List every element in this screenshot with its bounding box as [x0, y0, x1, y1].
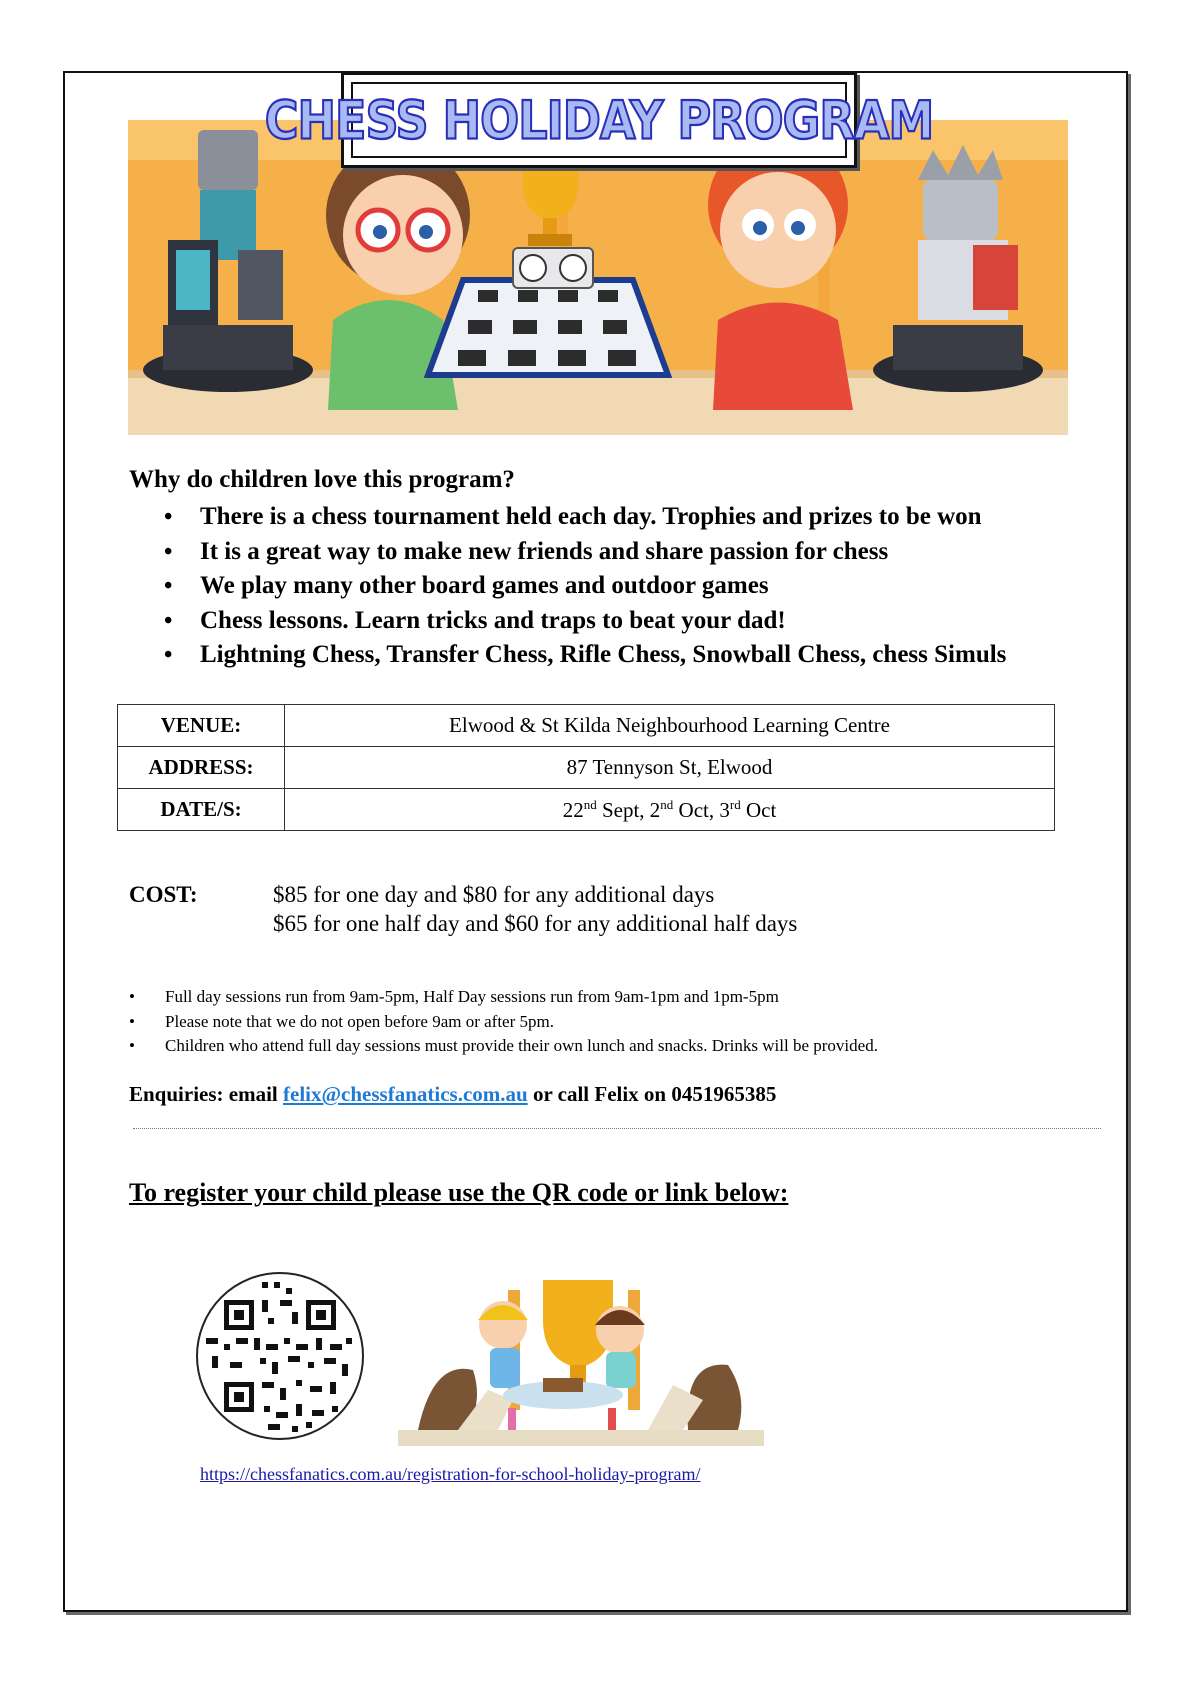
- page-title: CHESS HOLIDAY PROGRAM: [264, 88, 934, 152]
- venue-value: Elwood & St Kilda Neighbourhood Learning Centre: [285, 705, 1055, 747]
- date-suffix: nd: [660, 796, 674, 812]
- venue-label: VENUE:: [118, 705, 285, 747]
- why-item: • We play many other board games and outdoor games: [160, 569, 1006, 604]
- date-suffix: rd: [729, 796, 741, 812]
- address-value: 87 Tennyson St, Elwood: [285, 747, 1055, 789]
- date-rest: Oct: [740, 797, 777, 822]
- date-suffix: nd: [583, 796, 597, 812]
- divider: [133, 1128, 1101, 1129]
- date-rest: Oct,: [673, 797, 720, 822]
- date-rest: Sept,: [596, 797, 650, 822]
- why-heading: Why do children love this program?: [129, 466, 515, 493]
- why-list: [160, 500, 1006, 673]
- dates-row: [118, 789, 1055, 831]
- note-item: • Children who attend full day sessions must provide their own lunch and snacks. Drinks will be provided.: [129, 1034, 878, 1059]
- info-table: [117, 704, 1055, 831]
- cost-label: COST:: [129, 882, 198, 907]
- why-item: • It is a great way to make new friends and share passion for chess: [160, 535, 1006, 570]
- enquiries-prefix: Enquiries: email: [129, 1082, 284, 1106]
- cost-line-full-day: $85 for one day and $80 for any additional days: [273, 882, 715, 907]
- qr-code-icon[interactable]: [196, 1272, 364, 1440]
- title-box: [264, 72, 934, 168]
- cost-line-half-day: $65 for one half day and $60 for any additional half days: [273, 911, 798, 936]
- venue-row: [118, 705, 1055, 747]
- email-link[interactable]: felix@chessfanatics.com.au: [283, 1082, 528, 1106]
- date-day: 22: [562, 797, 584, 822]
- note-item: • Full day sessions run from 9am-5pm, Half Day sessions run from 9am-1pm and 1pm-5pm: [129, 985, 878, 1010]
- why-item: • Chess lessons. Learn tricks and traps to beat your dad!: [160, 604, 1006, 639]
- kids-chess-trophy-illustration: [398, 1270, 764, 1446]
- address-row: [118, 747, 1055, 789]
- address-label: ADDRESS:: [118, 747, 285, 789]
- title-inner-frame: [264, 82, 934, 158]
- register-heading: To register your child please use the QR code or link below:: [129, 1178, 789, 1207]
- why-item: • Lightning Chess, Transfer Chess, Rifle Chess, Snowball Chess, chess Simuls: [160, 638, 1006, 673]
- registration-link[interactable]: https://chessfanatics.com.au/registration-for-school-holiday-program/: [200, 1464, 701, 1484]
- date-day: 3: [719, 797, 730, 822]
- why-item: • There is a chess tournament held each day. Trophies and prizes to be won: [160, 500, 1006, 535]
- session-notes: [129, 985, 878, 1059]
- note-item: • Please note that we do not open before 9am or after 5pm.: [129, 1010, 878, 1035]
- enquiries-suffix: or call Felix on 0451965385: [527, 1082, 777, 1106]
- dates-label: DATE/S:: [118, 789, 285, 831]
- dates-value: [285, 789, 1055, 831]
- date-day: 2: [649, 797, 661, 822]
- enquiries-line: [129, 1082, 776, 1107]
